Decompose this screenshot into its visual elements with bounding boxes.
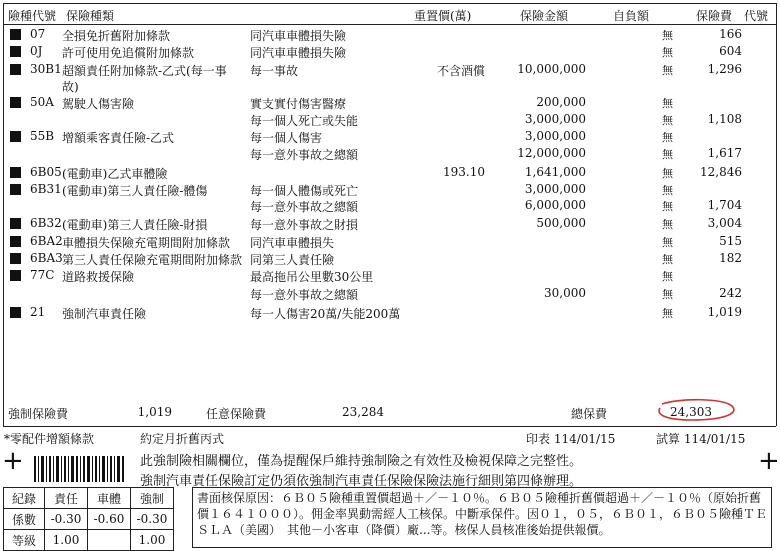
- notice-line-1: 此強制險相關欄位，僅為提醒保戶維持強制險之有效性及檢視保障之完整性。: [140, 454, 583, 469]
- row-amount: 3,000,000: [524, 182, 586, 196]
- row-premium: 1,296: [707, 62, 742, 76]
- row-checkbox-marker: [10, 253, 21, 264]
- row-deductible: 無: [662, 200, 673, 213]
- registration-cross-left-icon: +: [2, 446, 24, 476]
- row-coverage: 每一意外事故之總額: [250, 200, 359, 214]
- row-coverage: 每一個人死亡或失能: [250, 114, 359, 128]
- row-premium: 12,846: [700, 165, 742, 179]
- row-code: 6B05: [30, 165, 62, 179]
- header-amount: 保險金額: [520, 9, 569, 23]
- row-checkbox-marker: [10, 167, 21, 178]
- grid-factor-liability: -0.30: [45, 509, 88, 530]
- row-insurance-name: 駕駛人傷害險: [62, 97, 135, 111]
- table-row: [0, 251, 780, 268]
- compulsory-premium-label: 強制保險費: [8, 407, 69, 421]
- table-row: [0, 165, 780, 182]
- row-deductible: 無: [662, 64, 673, 77]
- print-date: 印表 114/01/15: [526, 432, 616, 446]
- row-checkbox-marker: [10, 307, 21, 318]
- table-row: [0, 62, 780, 94]
- row-insurance-name: 道路救援保險: [62, 270, 135, 284]
- row-premium: 3,004: [707, 216, 742, 230]
- row-checkbox-marker: [10, 97, 21, 108]
- compulsory-premium-value: 1,019: [137, 405, 172, 419]
- header-type: 保險種類: [66, 9, 115, 23]
- row-deductible: 無: [662, 114, 673, 127]
- row-amount: 3,000,000: [524, 112, 586, 126]
- grid-header-record: 紀錄: [4, 488, 45, 509]
- grid-level-body: [88, 530, 131, 551]
- spare-parts-clause: *零配件增額條款: [4, 432, 95, 446]
- row-insurance-name: (電動車)乙式車體險: [62, 167, 168, 181]
- row-code: 21: [30, 305, 46, 319]
- row-code: 50A: [30, 95, 54, 109]
- row-coverage: 同汽車車體損失險: [250, 46, 347, 60]
- row-deductible: 無: [662, 218, 673, 231]
- row-insurance-name: 第三人責任保險充電期間附加條款: [62, 253, 243, 267]
- row-premium: 604: [719, 44, 742, 58]
- optional-premium-label: 任意保險費: [206, 407, 267, 421]
- handwritten-circle-mark: [652, 398, 738, 424]
- grid-factor-label: 係數: [4, 509, 45, 530]
- row-coverage: 同第三人責任險: [250, 253, 335, 267]
- row-insurance-name: (電動車)第三人責任險-體傷: [62, 184, 208, 198]
- row-deductible: 無: [662, 270, 673, 283]
- header-replacement-value: 重置價(萬): [414, 9, 472, 23]
- row-coverage: 每一個人體傷或死亡: [250, 184, 359, 198]
- row-coverage: 每一意外事故之總額: [250, 288, 359, 302]
- row-coverage: 每一個人傷害: [250, 131, 323, 145]
- header-code2: 代號: [744, 9, 769, 23]
- row-amount: 10,000,000: [517, 62, 586, 76]
- agreed-depreciation: 約定月折舊丙式: [140, 432, 225, 446]
- trial-date: 試算 114/01/15: [656, 432, 746, 446]
- table-row: [0, 129, 780, 146]
- row-coverage: 最高拖吊公里數30公里: [250, 270, 374, 284]
- row-deductible: 無: [662, 167, 673, 180]
- row-deductible: 無: [662, 288, 673, 301]
- row-coverage: 每一事故: [250, 64, 299, 78]
- row-deductible: 無: [662, 307, 673, 320]
- row-checkbox-marker: [10, 236, 21, 247]
- row-premium: 1,617: [707, 146, 742, 160]
- row-checkbox-marker: [10, 184, 21, 195]
- row-deductible: 無: [662, 131, 673, 144]
- table-row: [0, 305, 780, 322]
- barcode-icon: [34, 456, 126, 482]
- table-row: [0, 286, 780, 303]
- header-deductible: 自負額: [613, 9, 650, 23]
- row-premium: 182: [719, 251, 742, 265]
- grid-header-body: 車體: [88, 488, 131, 509]
- notice-line-2: 強制汽車責任保險訂定仍須依強制汽車責任保險保險法施行細則第四條辦理。: [140, 474, 583, 489]
- row-premium: 1,019: [707, 305, 742, 319]
- row-premium: 1,108: [707, 112, 742, 126]
- row-code: 6B32: [30, 216, 62, 230]
- row-coverage: 每一意外事故之財損: [250, 218, 359, 232]
- row-premium: 1,704: [707, 198, 742, 212]
- discount-factor-grid: [3, 487, 174, 551]
- table-row: [0, 112, 780, 129]
- row-amount: 12,000,000: [517, 146, 586, 160]
- grid-level-compulsory: 1.00: [131, 530, 174, 551]
- table-row: [0, 268, 780, 285]
- row-premium: 515: [719, 234, 742, 248]
- row-insurance-name-cont: 故): [62, 80, 79, 94]
- row-amount: 200,000: [536, 95, 586, 109]
- row-code: 6BA2: [30, 234, 63, 248]
- row-insurance-name: 增額乘客責任險-乙式: [62, 131, 175, 145]
- header-code: 險種代號: [8, 9, 57, 23]
- row-code: 55B: [30, 129, 55, 143]
- row-code: 6B31: [30, 182, 62, 196]
- row-amount: 500,000: [536, 216, 586, 230]
- row-premium: 242: [719, 286, 742, 300]
- table-row: [0, 95, 780, 112]
- table-row: [0, 27, 780, 44]
- row-deductible: 無: [662, 29, 673, 42]
- optional-premium-value: 23,284: [342, 405, 384, 419]
- row-checkbox-marker: [10, 46, 21, 57]
- total-premium-label: 總保費: [571, 407, 608, 421]
- totals-divider: [3, 426, 776, 427]
- header-premium: 保險費: [696, 9, 733, 23]
- grid-level-liability: 1.00: [45, 530, 88, 551]
- row-deductible: 無: [662, 236, 673, 249]
- grid-header-liability: 責任: [45, 488, 88, 509]
- row-deductible: 無: [662, 184, 673, 197]
- row-insurance-name: 許可使用免追償附加條款: [62, 46, 195, 60]
- row-coverage: 實支實付傷害醫療: [250, 97, 347, 111]
- row-coverage: 每一人傷害20萬/失能200萬: [250, 307, 401, 321]
- row-coverage: 每一意外事故之總額: [250, 148, 359, 162]
- row-checkbox-marker: [10, 270, 21, 281]
- registration-cross-right-icon: +: [758, 446, 780, 476]
- row-code: 07: [30, 27, 46, 41]
- table-row: [0, 146, 780, 163]
- row-replacement-value: 不含酒償: [436, 64, 485, 78]
- row-code: 30B1: [30, 62, 62, 76]
- row-amount: 3,000,000: [524, 129, 586, 143]
- row-insurance-name: 全損免折舊附加條款: [62, 29, 171, 43]
- row-checkbox-marker: [10, 64, 21, 75]
- table-row: [0, 182, 780, 199]
- row-coverage: 同汽車車體損失險: [250, 29, 347, 43]
- row-checkbox-marker: [10, 218, 21, 229]
- row-amount: 6,000,000: [524, 198, 586, 212]
- row-insurance-name: 強制汽車責任險: [62, 307, 147, 321]
- table-top-border: [3, 3, 776, 4]
- row-code: 77C: [30, 268, 55, 282]
- grid-level-label: 等級: [4, 530, 45, 551]
- table-row: [0, 234, 780, 251]
- row-insurance-name: 超額責任附加條款-乙式(每一事: [62, 64, 227, 78]
- row-code: 6BA3: [30, 251, 63, 265]
- row-deductible: 無: [662, 148, 673, 161]
- row-checkbox-marker: [10, 29, 21, 40]
- total-premium-value: 24,303: [670, 405, 712, 419]
- grid-factor-body: -0.60: [88, 509, 131, 530]
- row-replacement-value: 193.10: [443, 165, 485, 179]
- row-deductible: 無: [662, 253, 673, 266]
- header-divider: [3, 24, 776, 25]
- underwriting-remark-box: 書面核保原因：６Ｂ０５險種重置價超過＋／－１０％。６Ｂ０５險種折舊價超過＋／－１０％（原始折舊價１６４１０００）。佣金率異動需經人工核保。中斷承保件。因０１，０５，６Ｂ０１，６Ｂ０５險種ＴＥＳＬＡ（美國） 其他－小客車（降價）廠...等。核保人員核准後始提供報價。: [192, 487, 772, 548]
- row-deductible: 無: [662, 46, 673, 59]
- table-row: [0, 44, 780, 61]
- row-checkbox-marker: [10, 131, 21, 142]
- grid-header-compulsory: 強制: [131, 488, 174, 509]
- row-premium: 166: [719, 27, 742, 41]
- grid-factor-compulsory: -0.30: [131, 509, 174, 530]
- row-deductible: 無: [662, 97, 673, 110]
- table-row: [0, 198, 780, 215]
- row-insurance-name: (電動車)第三人責任險-財損: [62, 218, 208, 232]
- table-row: [0, 216, 780, 233]
- row-insurance-name: 車體損失保險充電期間附加條款: [62, 236, 231, 250]
- row-coverage: 同汽車車體損失: [250, 236, 335, 250]
- row-amount: 30,000: [544, 286, 586, 300]
- row-code: 0J: [30, 44, 43, 58]
- row-amount: 1,641,000: [524, 165, 586, 179]
